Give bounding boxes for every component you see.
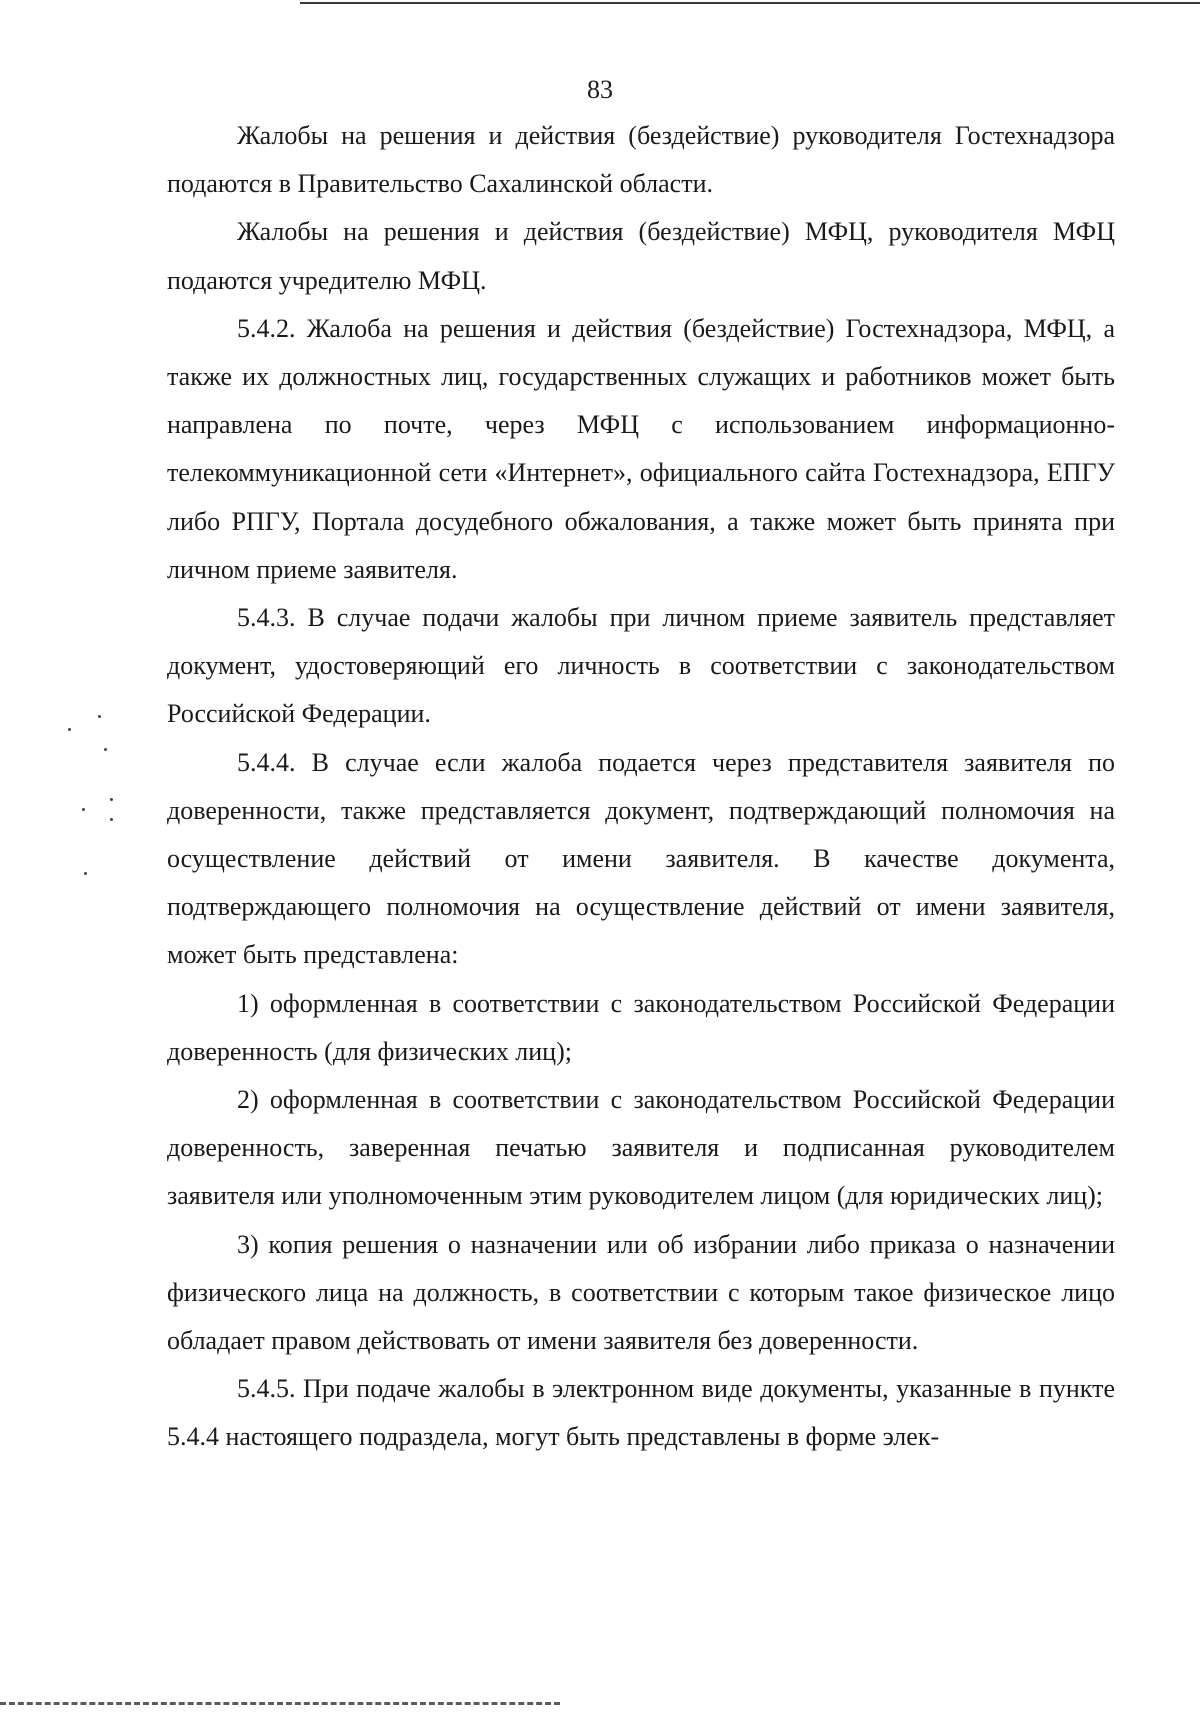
scan-speck (84, 872, 87, 875)
paragraph-5-4-3: 5.4.3. В случае подачи жалобы при личном приеме заявитель представляет документ, удостоверяющий его личность в соответствии с законодательством Российской Федерации. (167, 603, 1115, 729)
page-number: 83 (587, 75, 613, 104)
scan-speck (82, 808, 85, 811)
paragraph-5-4-2: 5.4.2. Жалоба на решения и действия (бездействие) Гостехнадзора, МФЦ, а также их должностных лиц, государственных служащих и работников может быть направлена по почте, через МФЦ с использованием информационно-телекоммуникационной сети «Интернет», официального сайта Гостехнадзора, ЕПГУ либо РПГУ, Портала досудебного обжалования, а также может быть принята при личном приеме заявителя. (167, 313, 1115, 584)
bottom-scan-edge-line (0, 1702, 560, 1705)
scan-speck (110, 798, 113, 801)
scan-speck (68, 728, 71, 731)
top-scan-edge-line (300, 2, 1200, 4)
scan-speck (110, 818, 113, 821)
list-item-1: 1) оформленная в соответствии с законодательством Российской Федерации доверенность (для физических лиц); (167, 988, 1115, 1066)
paragraph-complaints-mfc: Жалобы на решения и действия (бездействие) МФЦ, руководителя МФЦ подаются учредителю МФЦ. (167, 217, 1115, 295)
list-item-3: 3) копия решения о назначении или об избрании либо приказа о назначении физического лица на должность, в соответствии с которым такое физическое лицо обладает правом действовать от имени заявителя без доверенности. (167, 1229, 1115, 1356)
paragraph-5-4-4: 5.4.4. В случае если жалоба подается через представителя заявителя по доверенности, также представляется документ, подтверждающий полномочия на осуществление действий от имени заявителя. В качестве документа, подтверждающего полномочия на осуществление действий от имени заявителя, может быть представлена: (167, 747, 1115, 970)
scan-speck (104, 748, 107, 751)
document-body (167, 112, 1115, 1462)
paragraph-5-4-5: 5.4.5. При подаче жалобы в электронном виде документы, указанные в пункте 5.4.4 настоящего подраздела, могут быть представлены в форме элек- (167, 1374, 1115, 1452)
scan-speck (98, 715, 101, 718)
list-item-2: 2) оформленная в соответствии с законодательством Российской Федерации доверенность, заверенная печатью заявителя и подписанная руководителем заявителя или уполномоченным этим руководителем лицом (для юридических лиц); (167, 1085, 1115, 1211)
paragraph-complaints-head: Жалобы на решения и действия (бездействие) руководителя Гостехнадзора подаются в Правительство Сахалинской области. (167, 121, 1115, 199)
